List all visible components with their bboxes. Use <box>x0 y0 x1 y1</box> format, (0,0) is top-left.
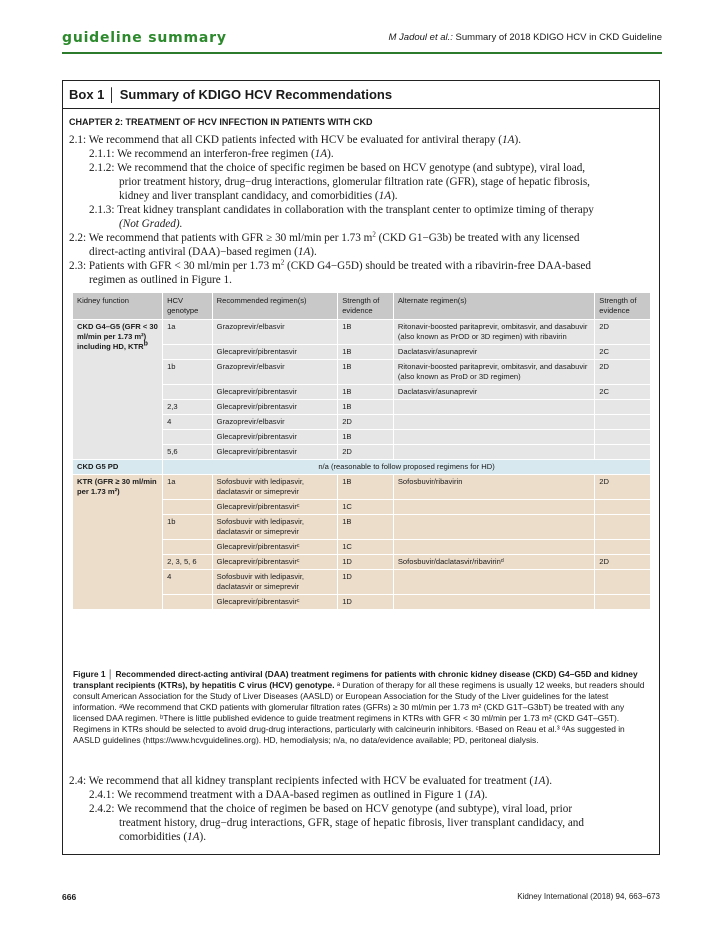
rec-number: 2.1.3: <box>89 204 115 216</box>
regimen-cell: Glecaprevir/pibrentasvir <box>212 430 338 445</box>
genotype-cell: 1b <box>163 515 213 540</box>
page-number: 666 <box>62 892 77 902</box>
rec-text-line2: (CKD G1−G3b) be treated with any licensed <box>375 232 580 244</box>
alt-regimen-cell <box>393 415 594 430</box>
rec-2-2 <box>69 231 654 259</box>
col-header: Recommended regimen(s) <box>212 293 338 320</box>
alt-strength-cell <box>595 400 651 415</box>
strength-cell: 1B <box>338 360 394 385</box>
genotype-cell: 4 <box>163 570 213 595</box>
rec-2-1-3 <box>89 203 654 231</box>
rec-tail: ). <box>327 148 334 160</box>
genotype-cell: 1b <box>163 360 213 385</box>
rec-number: 2.4: <box>69 775 87 787</box>
rec-text: We recommend that patients with GFR ≥ 30 ml/min per 1.73 m <box>88 232 373 244</box>
genotype-cell <box>163 540 213 555</box>
regimen-cell: Glecaprevir/pibrentasvirᶜ <box>212 500 338 515</box>
alt-strength-cell: 2C <box>595 385 651 400</box>
genotype-cell <box>163 500 213 515</box>
rec-text-line3: regimen as outlined in Figure 1. <box>89 274 232 286</box>
alt-regimen-cell <box>393 595 594 610</box>
genotype-cell: 1a <box>163 320 213 345</box>
alt-strength-cell <box>595 515 651 540</box>
rec-text-line3: kidney and liver transplant candidacy, and comorbidities ( <box>119 190 379 202</box>
rec-number: 2.2: <box>69 232 87 244</box>
alt-strength-cell: 2D <box>595 555 651 570</box>
alt-regimen-cell <box>393 445 594 460</box>
rec-2-3 <box>69 259 654 287</box>
alt-regimen-cell <box>393 515 594 540</box>
col-header: Kidney function <box>73 293 163 320</box>
genotype-cell <box>163 345 213 360</box>
alt-strength-cell <box>595 415 651 430</box>
regimen-cell: Glecaprevir/pibrentasvir <box>212 385 338 400</box>
regimen-table <box>73 293 651 609</box>
rec-2-1-2 <box>89 161 654 203</box>
table-row <box>73 475 651 500</box>
rec-grade: 1A <box>533 775 546 787</box>
superscript: 2 <box>280 258 285 267</box>
rec-number: 2.1.1: <box>89 148 115 160</box>
col-header: Alternate regimen(s) <box>393 293 594 320</box>
alt-strength-cell: 2D <box>595 360 651 385</box>
rec-text-line3: direct-acting antiviral (DAA)−based regimen ( <box>89 246 298 258</box>
regimen-cell: Grazoprevir/elbasvir <box>212 360 338 385</box>
rec-tail: ). <box>310 246 317 258</box>
strength-cell: 1D <box>338 595 394 610</box>
rec-tail: ). <box>391 190 398 202</box>
table-row <box>73 460 651 475</box>
running-header <box>62 30 662 54</box>
running-title-authors: M Jadoul et al.: <box>388 32 453 43</box>
superscript: 2 <box>372 230 376 239</box>
strength-cell: 1B <box>338 345 394 360</box>
rec-text-line3: comorbidities ( <box>119 831 188 843</box>
rec-text: Patients with GFR < 30 ml/min per 1.73 m <box>88 260 281 272</box>
rec-number: 2.1.2: <box>89 162 115 174</box>
rec-number: 2.4.1: <box>89 789 115 801</box>
alt-strength-cell: 2D <box>595 320 651 345</box>
alt-strength-cell <box>595 595 651 610</box>
regimen-cell: Glecaprevir/pibrentasvirᶜ <box>212 595 338 610</box>
genotype-cell: 5,6 <box>163 445 213 460</box>
alt-strength-cell <box>595 430 651 445</box>
caption-title: Figure 1 │ Recommended direct-acting antiviral (DAA) treatment regimens for patients with chronic kidney disease (CKD) G4–G5D and kidney transplant recipients (KTRs), by hepatitis C virus (HCV) genotype. <box>73 669 638 690</box>
col-header: Strength of evidence <box>338 293 394 320</box>
strength-cell: 1D <box>338 570 394 595</box>
rec-text-line2: treatment history, drug−drug interactions, GFR, stage of hepatic fibrosis, liver transplant candidacy, and <box>119 817 584 829</box>
rec-grade: 1A <box>297 246 311 258</box>
strength-cell: 1C <box>338 500 394 515</box>
table-header-row <box>73 293 651 320</box>
regimen-cell: Glecaprevir/pibrentasvirᶜ <box>212 540 338 555</box>
regimen-cell: Sofosbuvir with ledipasvir, daclatasvir or simeprevir <box>212 475 338 500</box>
rec-text: We recommend that the choice of specific regimen be based on HCV genotype (and subtype), viral load, <box>117 162 586 174</box>
strength-cell: 1B <box>338 320 394 345</box>
alt-regimen-cell: Daclatasvir/asunaprevir <box>393 345 594 360</box>
alt-regimen-cell: Daclatasvir/asunaprevir <box>393 385 594 400</box>
regimen-cell: Sofosbuvir with ledipasvir, daclatasvir or simeprevir <box>212 515 338 540</box>
regimen-cell: Glecaprevir/pibrentasvir <box>212 345 338 360</box>
strength-cell: 2D <box>338 415 394 430</box>
rec-grade: (Not Graded). <box>119 218 183 230</box>
rec-2-4-1 <box>89 788 654 802</box>
regimen-cell: Glecaprevir/pibrentasvir <box>212 400 338 415</box>
regimen-cell: Grazoprevir/elbasvir <box>212 320 338 345</box>
alt-strength-cell: 2D <box>595 475 651 500</box>
genotype-cell: 1a <box>163 475 213 500</box>
alt-regimen-cell <box>393 570 594 595</box>
genotype-cell <box>163 595 213 610</box>
rec-2-4-2 <box>89 802 654 844</box>
strength-cell: 1D <box>338 555 394 570</box>
rec-tail: ). <box>514 134 521 146</box>
rec-grade: 1A <box>378 190 392 202</box>
kidney-function-cell: CKD G5 PD <box>73 460 163 475</box>
alt-regimen-cell <box>393 400 594 415</box>
genotype-cell <box>163 385 213 400</box>
running-title-text: Summary of 2018 KDIGO HCV in CKD Guideline <box>455 32 662 43</box>
kidney-function-label: CKD G4–G5 (GFR < 30 ml/min per 1.73 m²) including HD, KTR <box>77 322 158 351</box>
rec-text: We recommend that the choice of regimen be based on HCV genotype (and subtype), viral load, prior <box>117 803 573 815</box>
section-label: guideline summary <box>62 30 227 46</box>
rec-text: We recommend that all CKD patients infected with HCV be evaluated for antiviral therapy ( <box>88 134 503 146</box>
rec-text: We recommend an interferon-free regimen ( <box>117 148 315 160</box>
rec-tail: ). <box>480 789 488 801</box>
rec-number: 2.1: <box>69 134 87 146</box>
alt-regimen-cell <box>393 500 594 515</box>
strength-cell: 1C <box>338 540 394 555</box>
alt-regimen-cell: Sofosbuvir/daclatasvir/ribavirinᵈ <box>393 555 594 570</box>
box-divider <box>63 108 659 109</box>
genotype-cell <box>163 430 213 445</box>
rec-2-1-1 <box>89 147 654 161</box>
chapter-heading: CHAPTER 2: TREATMENT OF HCV INFECTION IN PATIENTS WITH CKD <box>69 117 373 127</box>
alt-strength-cell <box>595 445 651 460</box>
alt-strength-cell: 2C <box>595 345 651 360</box>
figure-caption <box>73 669 651 746</box>
alt-regimen-cell <box>393 430 594 445</box>
alt-regimen-cell: Ritonavir-boosted paritaprevir, ombitasvir, and dasabuvir (also known as ProD or 3D regimen) <box>393 360 594 385</box>
col-header: Strength of evidence <box>595 293 651 320</box>
regimen-cell: Glecaprevir/pibrentasvir <box>212 445 338 460</box>
running-title <box>388 32 662 43</box>
kidney-function-cell <box>73 475 163 610</box>
strength-cell: 1B <box>338 430 394 445</box>
rec-2-4 <box>69 774 654 788</box>
rec-grade: 1A <box>187 831 200 843</box>
alt-regimen-cell: Ritonavir-boosted paritaprevir, ombitasvir, and dasabuvir (also known as PrOD or 3D regimen) with ribavirin <box>393 320 594 345</box>
rec-number: 2.3: <box>69 260 87 272</box>
strength-cell: 1B <box>338 385 394 400</box>
rec-number: 2.4.2: <box>89 803 115 815</box>
footnote-marker: b <box>143 340 148 348</box>
summary-box <box>62 80 660 855</box>
col-header: HCV genotype <box>163 293 213 320</box>
journal-citation: Kidney International (2018) 94, 663–673 <box>517 892 660 901</box>
rec-grade: 1A <box>468 789 481 801</box>
kidney-function-cell <box>73 320 163 460</box>
rec-text: We recommend that all kidney transplant recipients infected with HCV be evaluated for treatment ( <box>88 775 534 787</box>
kidney-function-label: KTR (GFR ≥ 30 ml/min per 1.73 m²) <box>77 477 157 496</box>
alt-strength-cell <box>595 540 651 555</box>
regimen-cell: Glecaprevir/pibrentasvirᶜ <box>212 555 338 570</box>
genotype-cell: 2,3 <box>163 400 213 415</box>
rec-text-line2: (CKD G4−G5D) should be treated with a ribavirin-free DAA-based <box>284 260 591 272</box>
rec-tail: ). <box>199 831 207 843</box>
rec-grade: 1A <box>314 148 328 160</box>
rec-text: Treat kidney transplant candidates in collaboration with the transplant center to optimize timing of therapy <box>117 204 594 216</box>
pd-note-cell: n/a (reasonable to follow proposed regimens for HD) <box>163 460 651 475</box>
alt-strength-cell <box>595 500 651 515</box>
strength-cell: 1B <box>338 475 394 500</box>
rec-text: We recommend treatment with a DAA-based regimen as outlined in Figure 1 ( <box>117 789 469 801</box>
table-row <box>73 320 651 345</box>
alt-regimen-cell <box>393 540 594 555</box>
caption-body: ᵃ Duration of therapy for all these regimens is usually 12 weeks, but readers should consult American Association for the Study of Liver Diseases (AASLD) or European Association for the Study of the Liver guidelines for the latest information. ᵃWe recommend that CKD patients with glomerular filtration rates (GFRs) ≥ 30 ml/min per 1.73 m² (CKD G1T–G3bT) be treated with any licensed DAA regimen. ᵇThere is little published evidence to guide treatment regimens in KTRs with GFR < 30 ml/min per 1.73 m² (CKD G4T–G5T). Regimens in KTRs should be selected to avoid drug-drug interactions, particularly with calcineurin inhibitors. ᶜBased on Reau et al.³ ᵈAs suggested in AASLD guidelines (https://www.hcvguidelines.org). HD, hemodialysis; n/a, no data/evidence available; PD, peritoneal dialysis. <box>73 680 645 745</box>
box-title: Box 1 │ Summary of KDIGO HCV Recommendations <box>69 87 393 102</box>
alt-strength-cell <box>595 570 651 595</box>
strength-cell: 1B <box>338 400 394 415</box>
rec-2-1 <box>69 133 654 147</box>
regimen-cell: Grazoprevir/elbasvir <box>212 415 338 430</box>
alt-regimen-cell: Sofosbuvir/ribavirin <box>393 475 594 500</box>
genotype-cell: 4 <box>163 415 213 430</box>
genotype-cell: 2, 3, 5, 6 <box>163 555 213 570</box>
strength-cell: 2D <box>338 445 394 460</box>
strength-cell: 1B <box>338 515 394 540</box>
rec-tail: ). <box>545 775 553 787</box>
rec-grade: 1A <box>502 134 515 146</box>
rec-text-line2: prior treatment history, drug−drug interactions, glomerular filtration rate (GFR), stage of hepatic fibrosis, <box>119 176 590 188</box>
regimen-cell: Sofosbuvir with ledipasvir, daclatasvir or simeprevir <box>212 570 338 595</box>
